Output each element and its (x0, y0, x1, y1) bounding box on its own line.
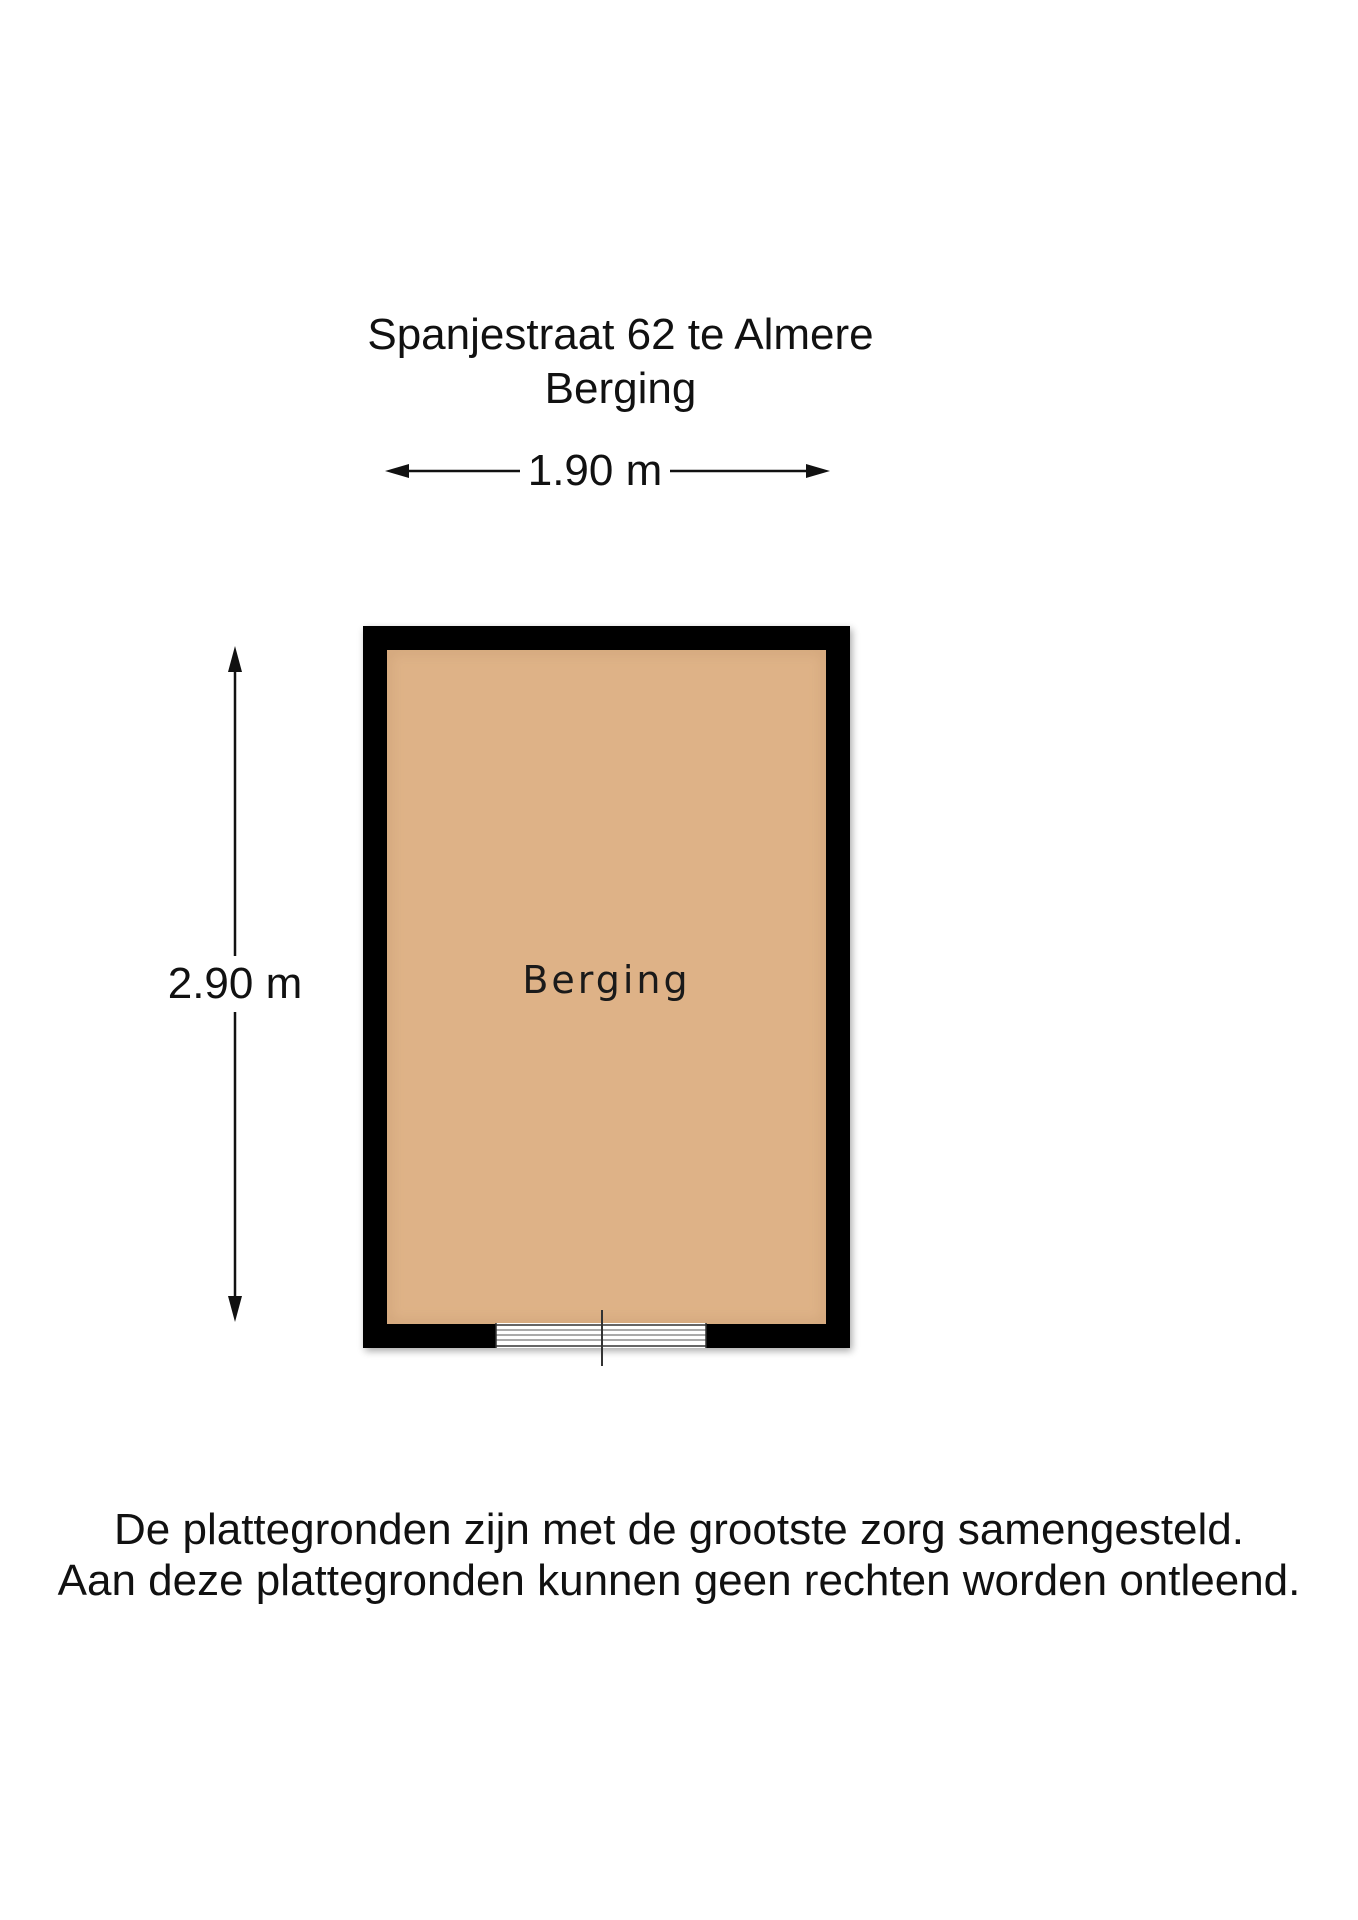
disclaimer (0, 1504, 1358, 1606)
room-label-berging: Berging (522, 958, 691, 1002)
address-title: Spanjestraat 62 te Almere (367, 310, 874, 359)
floor-title: Berging (544, 364, 697, 413)
floorplan (363, 626, 850, 1348)
height-dimension-label: 2.90 m (160, 956, 310, 1012)
height-dimension (160, 646, 310, 1322)
disclaimer-line-2: Aan deze plattegronden kunnen geen rechten worden ontleend. (57, 1556, 1301, 1605)
disclaimer-line-1: De plattegronden zijn met de grootste zorg samengesteld. (114, 1505, 1244, 1554)
plan-header (329, 308, 912, 416)
width-dimension (385, 446, 830, 496)
width-dimension-label: 1.90 m (520, 446, 670, 496)
